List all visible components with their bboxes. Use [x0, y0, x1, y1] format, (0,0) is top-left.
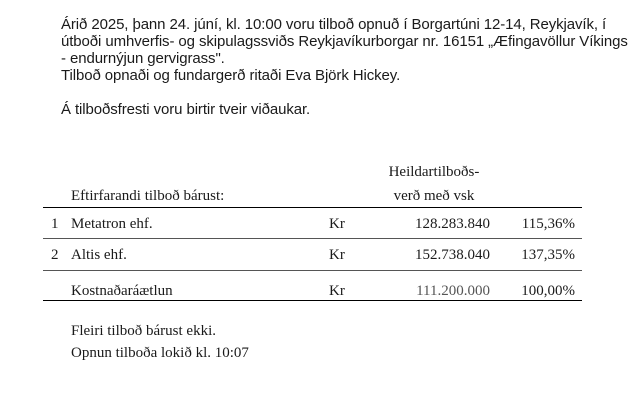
intro-paragraph: [61, 16, 636, 118]
bid-amount: 128.283.840: [415, 216, 490, 232]
estimate-amount: 111.200.000: [416, 283, 490, 299]
cost-estimate-row: [0, 281, 640, 301]
estimate-percent: 100,00%: [521, 283, 575, 299]
table-header-divider: [43, 207, 582, 208]
bid-percent: 115,36%: [521, 216, 575, 232]
intro-line: - endurnýjun gervigrass".: [61, 50, 225, 67]
intro-line: Árið 2025, þann 24. júní, kl. 10:00 voru tilboð opnuð í Borgartúni 12-14, Reykjavík, í: [61, 16, 607, 33]
intro-line: Tilboð opnaði og fundargerð ritaði Eva Björk Hickey.: [61, 67, 401, 84]
currency: Kr: [329, 216, 345, 232]
table-row: [0, 245, 640, 265]
row-number: 1: [51, 216, 59, 232]
bidder-name: Metatron ehf.: [71, 216, 153, 232]
no-more-bids-note: Fleiri tilboð bárust ekki.: [71, 323, 216, 339]
intro-line: útboði umhverfis- og skipulagssviðs Reykjavíkurborgar nr. 16151 „Æfingavöllur Víkings: [61, 33, 628, 50]
bidder-name: Altis ehf.: [71, 247, 127, 263]
bid-percent: 137,35%: [521, 247, 575, 263]
bid-amount: 152.738.040: [415, 247, 490, 263]
amount-column-header: [364, 160, 504, 208]
table-bottom-divider: [43, 300, 582, 301]
currency: Kr: [329, 283, 345, 299]
currency: Kr: [329, 247, 345, 263]
row-number: 2: [51, 247, 59, 263]
attachments-note: Á tilboðsfresti voru birtir tveir viðaukar.: [61, 101, 311, 118]
footer-notes: [71, 320, 249, 364]
table-header-label: Eftirfarandi tilboð bárust:: [71, 188, 225, 204]
estimate-label: Kostnaðaráætlun: [71, 283, 173, 299]
row-divider: [43, 238, 582, 239]
closing-time-note: Opnun tilboða lokið kl. 10:07: [71, 345, 249, 361]
amount-header-line: verð með vsk: [393, 188, 475, 204]
row-divider: [43, 270, 582, 271]
amount-header-line: Heildartilboðs-: [388, 164, 480, 180]
table-row: [0, 214, 640, 234]
